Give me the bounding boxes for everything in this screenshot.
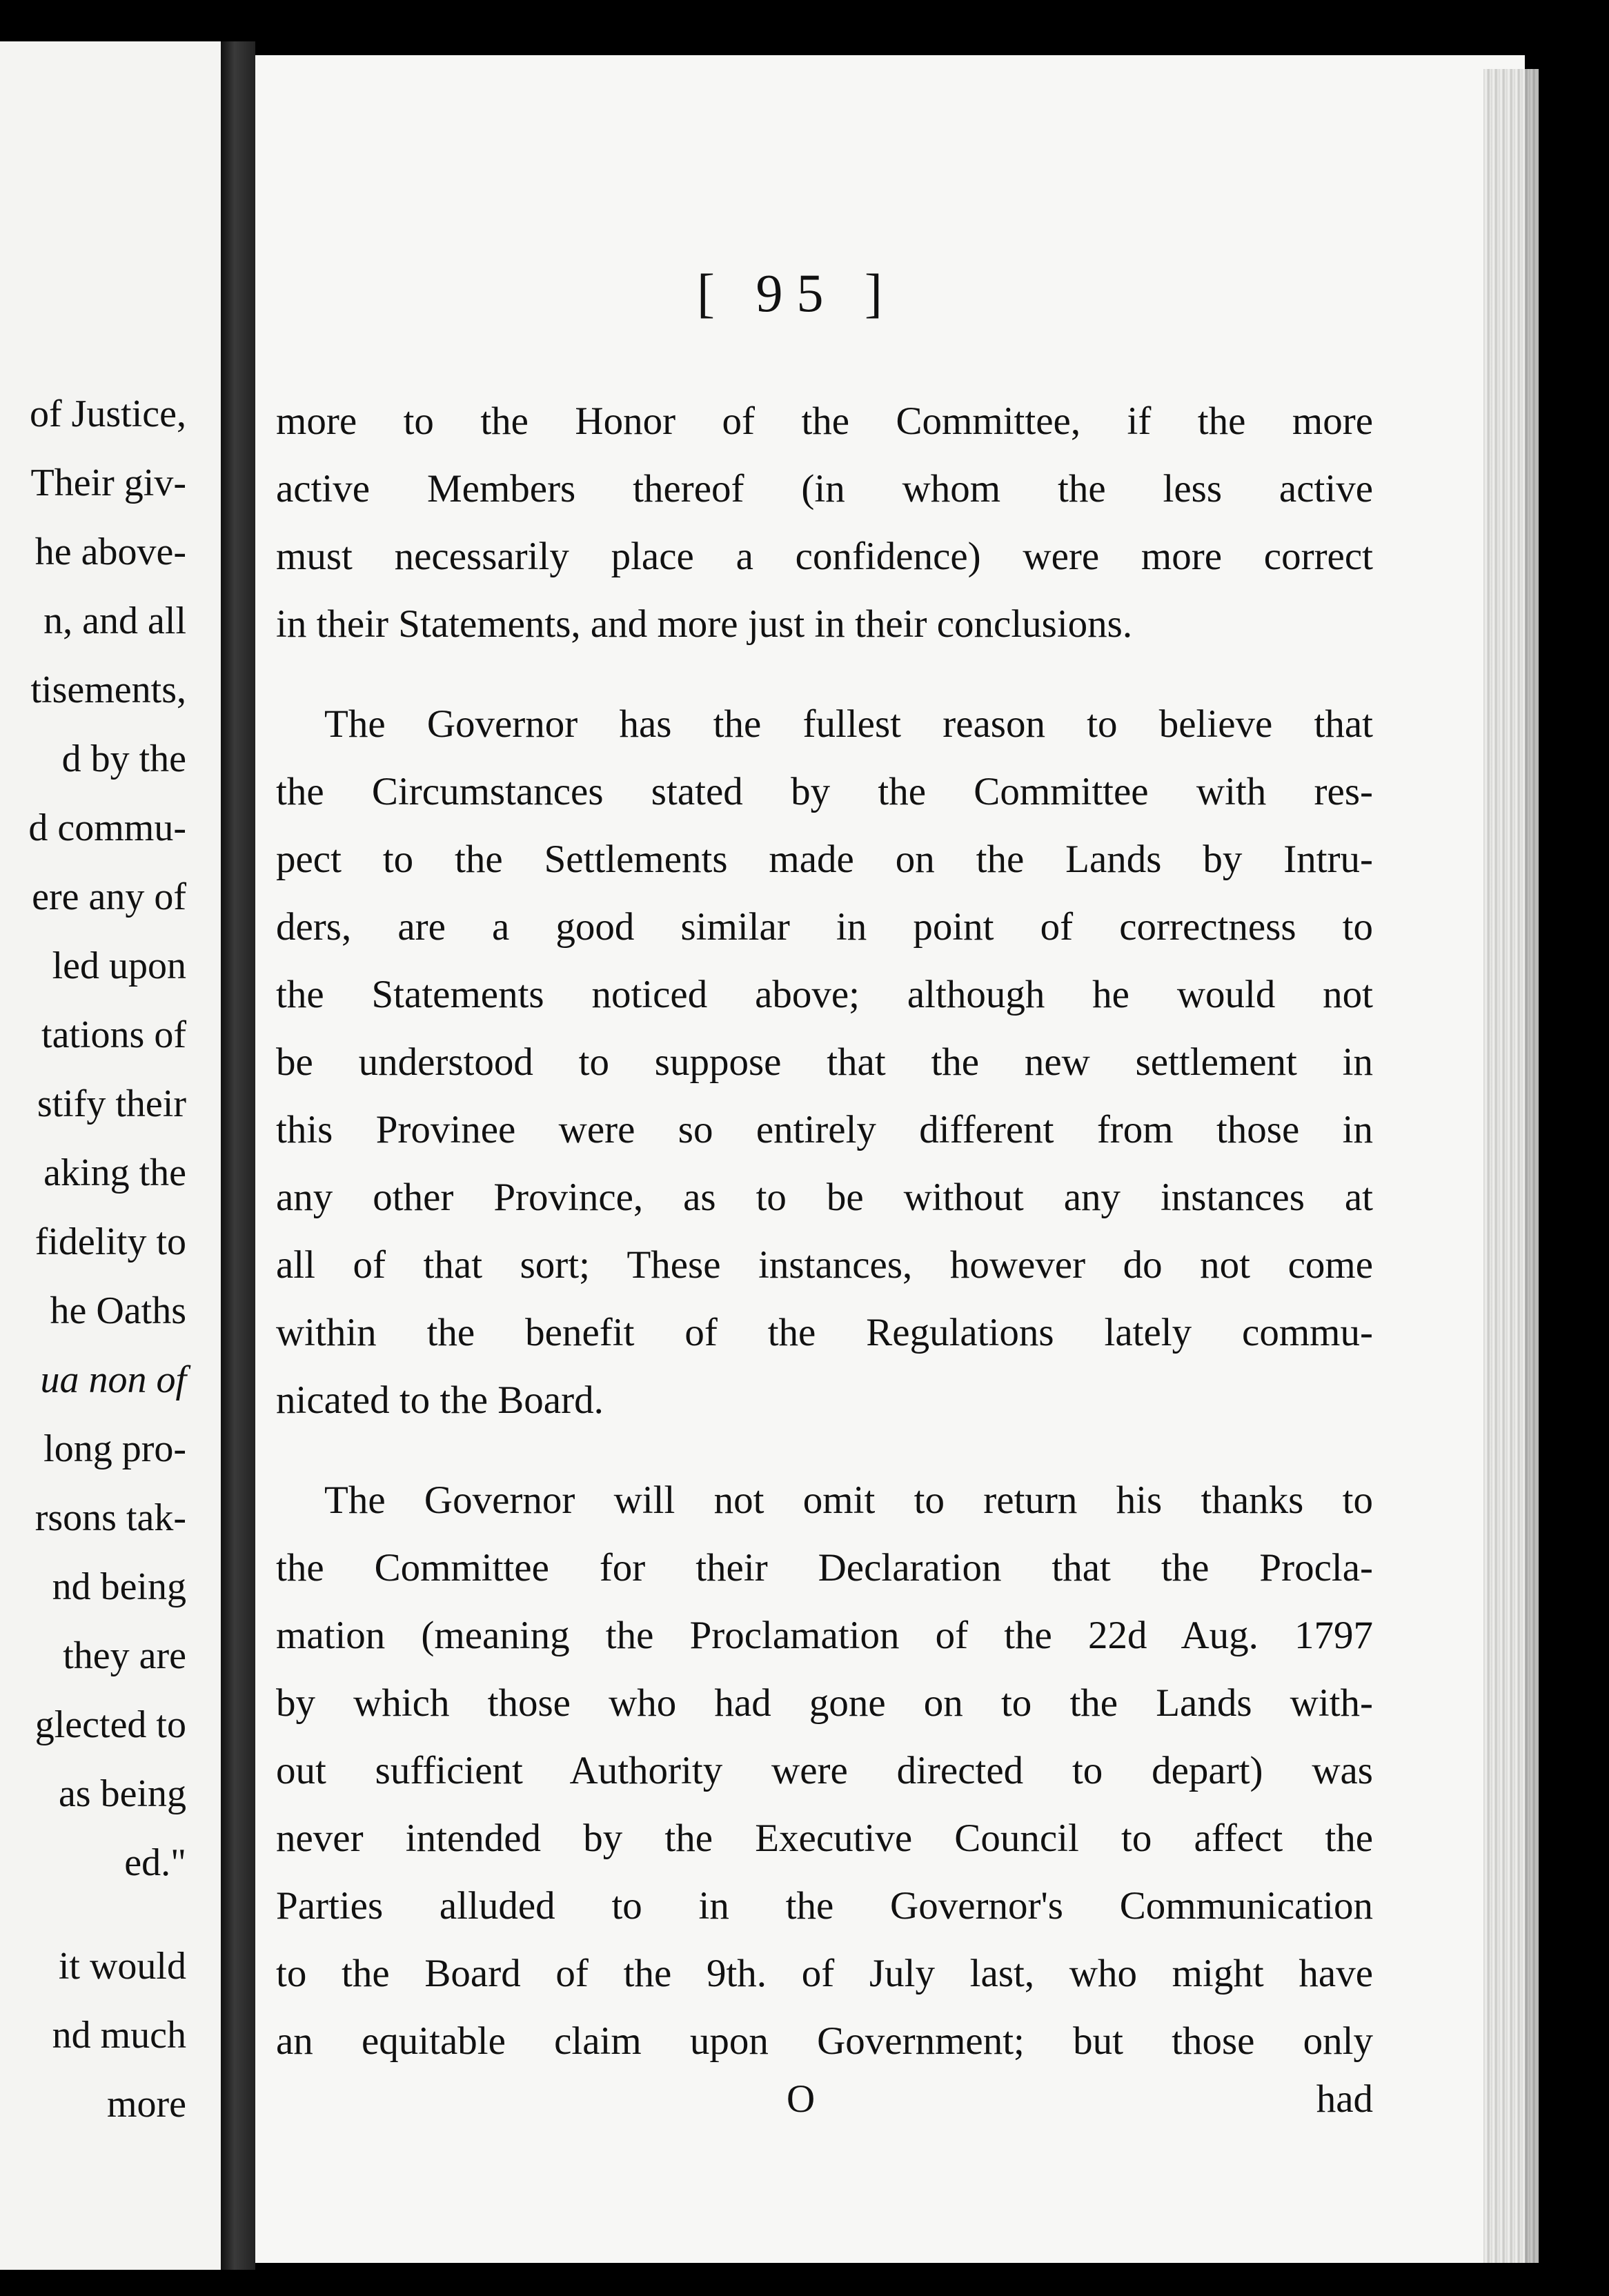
text-line: the Statements noticed above; although he would not	[276, 973, 1373, 1016]
text-line: must necessarily place a confidence) were more correct	[276, 535, 1373, 578]
text-line: Parties alluded to in the Governor's Communication	[276, 1884, 1373, 1928]
facing-line: ua non of	[40, 1358, 186, 1401]
facing-line: Their giv-	[30, 462, 186, 504]
facing-line: it would	[58, 1945, 186, 1988]
text-line: more to the Honor of the Committee, if the more	[276, 399, 1373, 443]
text-line: in their Statements, and more just in their conclusions.	[276, 602, 1133, 646]
facing-line: ed."	[124, 1841, 186, 1884]
facing-line: d by the	[61, 738, 186, 780]
facing-line: as being	[58, 1772, 186, 1815]
page-number: [ 95 ]	[697, 263, 896, 323]
facing-line: more	[106, 2083, 186, 2126]
page-body-text	[276, 388, 1373, 2108]
signature-mark: O	[787, 2077, 816, 2121]
facing-line: nd being	[52, 1565, 186, 1608]
facing-page-left	[0, 41, 221, 2270]
text-line: the Circumstances stated by the Committee with res-	[276, 770, 1373, 813]
text-line: to the Board of the 9th. of July last, who might have	[276, 1952, 1373, 1995]
paragraph-1	[276, 388, 1373, 658]
text-line: an equitable claim upon Government; but those only	[276, 2019, 1373, 2063]
facing-line: long pro-	[43, 1427, 186, 1470]
facing-line: they are	[63, 1634, 186, 1677]
text-line: mation (meaning the Proclamation of the 22d Aug. 1797	[276, 1614, 1373, 1657]
text-line: active Members thereof (in whom the less active	[276, 467, 1373, 511]
text-line: the Committee for their Declaration that the Procla-	[276, 1546, 1373, 1590]
text-line: out sufficient Authority were directed to depart) was	[276, 1749, 1373, 1792]
facing-page-text	[0, 379, 186, 2139]
page-edge-stack	[1483, 69, 1539, 2263]
facing-line: rsons tak-	[34, 1496, 186, 1539]
text-line: all of that sort; These instances, however do not come	[276, 1243, 1373, 1287]
facing-line: he Oaths	[50, 1289, 186, 1332]
text-line: pect to the Settlements made on the Lands by Intru-	[276, 838, 1373, 881]
book-gutter-shadow	[221, 41, 255, 2270]
text-line: The Governor has the fullest reason to believe that	[324, 702, 1373, 746]
page-footer	[276, 2077, 1373, 2146]
facing-line: tations of	[41, 1013, 186, 1056]
facing-line: glected to	[34, 1703, 186, 1746]
facing-line: aking the	[43, 1151, 186, 1194]
facing-line: fidelity to	[34, 1220, 186, 1263]
text-line: be understood to suppose that the new settlement in	[276, 1040, 1373, 1084]
facing-line: nd much	[52, 2014, 186, 2057]
text-line: by which those who had gone on to the Lands with-	[276, 1681, 1373, 1725]
facing-line: led upon	[52, 944, 186, 987]
facing-line: ere any of	[32, 875, 186, 918]
text-line: never intended by the Executive Council to affect the	[276, 1817, 1373, 1860]
facing-line: he above-	[34, 531, 186, 573]
facing-line: stify their	[37, 1082, 186, 1125]
text-line: ders, are a good similar in point of correctness to	[276, 905, 1373, 949]
facing-line: d commu-	[28, 806, 186, 849]
text-line: any other Province, as to be without any instances at	[276, 1176, 1373, 1219]
facing-line: tisements,	[30, 669, 186, 711]
facing-line: n, and all	[43, 600, 186, 642]
text-line: this Provinee were so entirely different from those in	[276, 1108, 1373, 1151]
facing-line: of Justice,	[29, 393, 186, 435]
text-line: within the benefit of the Regulations lately commu-	[276, 1311, 1373, 1354]
catchword: had	[1316, 2077, 1373, 2121]
paragraph-3	[276, 1467, 1373, 2075]
text-line: nicated to the Board.	[276, 1378, 604, 1422]
text-line: The Governor will not omit to return his thanks to	[324, 1478, 1373, 1522]
paragraph-2	[276, 691, 1373, 1434]
